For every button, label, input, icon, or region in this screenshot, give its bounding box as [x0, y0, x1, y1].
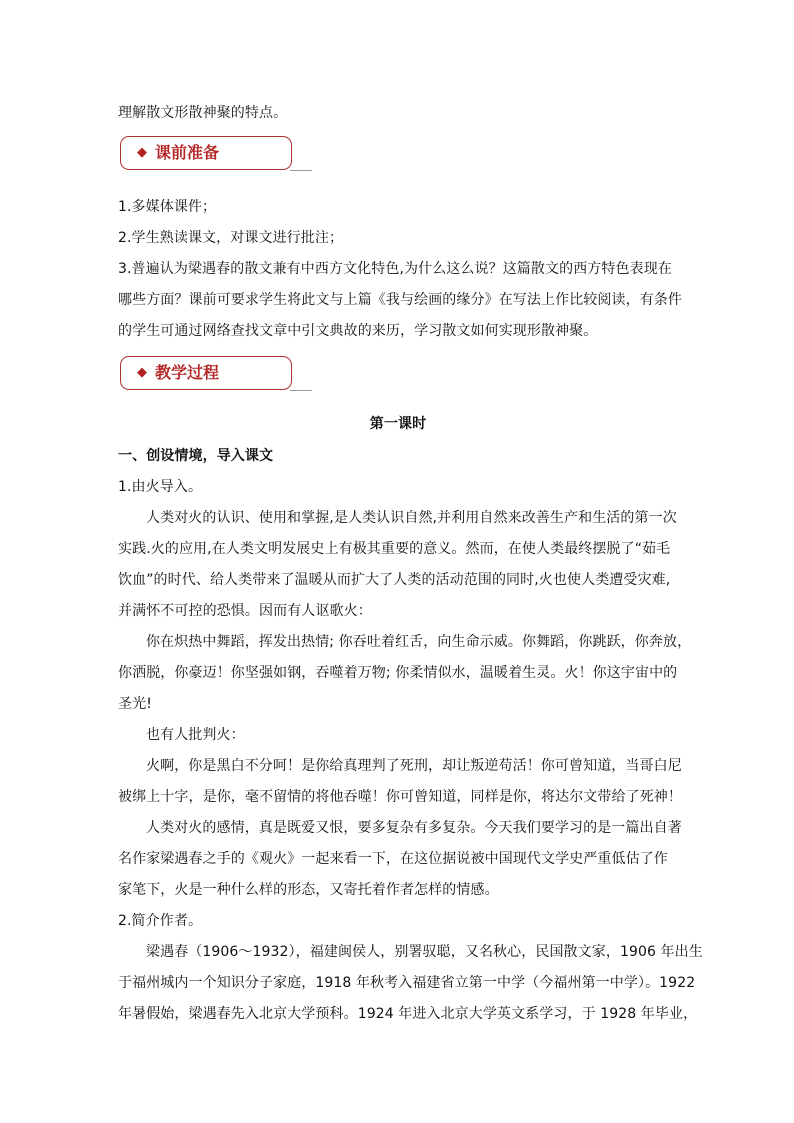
paragraph-line: 家笔下，火是一种什么样的形态，又寄托着作者怎样的情感。 — [118, 882, 499, 898]
prep-item: 2.学生熟读课文，对课文进行批注； — [118, 230, 344, 246]
paragraph-line: 于福州城内一个知识分子家庭，1918 年秋考入福建省立第一中学（今福州第一中学）。1922 — [118, 975, 696, 991]
heading-1: 一、创设情境，导入课文 — [118, 448, 274, 464]
prep-item: 3.普遍认为梁遇春的散文兼有中西方文化特色,为什么这么说？这篇散文的西方特色表现在 — [118, 261, 672, 277]
paragraph-line: 你洒脱，你豪迈！你坚强如钢，吞噬着万物; 你柔情似水，温暖着生灵。火！你这宇宙中的 — [118, 665, 678, 681]
paragraph-line: 你在炽热中舞蹈，挥发出热情; 你吞吐着红舌，向生命示威。你舞蹈，你跳跃，你奔放， — [146, 634, 692, 650]
paragraph-line: 并满怀不可控的恐惧。因而有人讴歌火： — [118, 603, 372, 619]
intro-line: 理解散文形散神聚的特点。 — [118, 105, 288, 121]
paragraph-line: 圣光! — [118, 696, 152, 712]
paragraph-line: 饮血”的时代、给人类带来了温暖从而扩大了人类的活动范围的同时,火也使人类遭受灾难, — [118, 572, 671, 588]
section-title: 课前准备 — [155, 143, 220, 162]
diamond-icon: ◆ — [137, 145, 147, 160]
lesson-title: 第一课时 — [369, 416, 427, 432]
paragraph-line: 年暑假始，梁遇春先入北京大学预科。1924 年进入北京大学英文系学习，于 1928 年毕业， — [118, 1006, 698, 1022]
section-divider — [290, 390, 312, 391]
prep-item: 哪些方面？课前可要求学生将此文与上篇《我与绘画的缘分》在写法上作比较阅读，有条件 — [118, 292, 682, 308]
paragraph-line: 梁遇春（1906～1932），福建闽侯人，别署驭聪，又名秋心，民国散文家，1906 年出生 — [146, 944, 703, 960]
paragraph-line: 被绑上十字，是你，毫不留情的将他吞噬！你可曾知道，同样是你，将达尔文带给了死神！ — [118, 789, 682, 805]
subheading-1: 1.由火导入。 — [118, 479, 203, 495]
paragraph-line: 实践.火的应用,在人类文明发展史上有极其重要的意义。然而，在使人类最终摆脱了“茹毛 — [118, 541, 671, 557]
paragraph-line: 人类对火的认识、使用和掌握,是人类认识自然,并利用自然来改善生产和生活的第一次 — [146, 510, 677, 526]
section-title: 教学过程 — [155, 363, 220, 382]
subheading-2: 2.简介作者。 — [118, 913, 203, 929]
prep-item: 1.多媒体课件； — [118, 199, 217, 215]
paragraph-line: 人类对火的感情，真是既爱又恨，要多复杂有多复杂。今天我们要学习的是一篇出自著 — [146, 820, 682, 836]
diamond-icon: ◆ — [137, 365, 147, 380]
section-divider — [290, 170, 312, 171]
paragraph-line: 名作家梁遇春之手的《观火》一起来看一下，在这位据说被中国现代文学史严重低估了作 — [118, 851, 668, 867]
section-header-process — [120, 356, 292, 390]
paragraph-line: 火啊，你是黑白不分呵！是你给真理判了死刑，却让叛逆苟活！你可曾知道，当哥白尼 — [146, 758, 682, 774]
paragraph-line: 也有人批判火： — [146, 727, 245, 743]
section-header-prep — [120, 136, 292, 170]
prep-item: 的学生可通过网络查找文章中引文典故的来历，学习散文如何实现形散神聚。 — [118, 323, 598, 339]
